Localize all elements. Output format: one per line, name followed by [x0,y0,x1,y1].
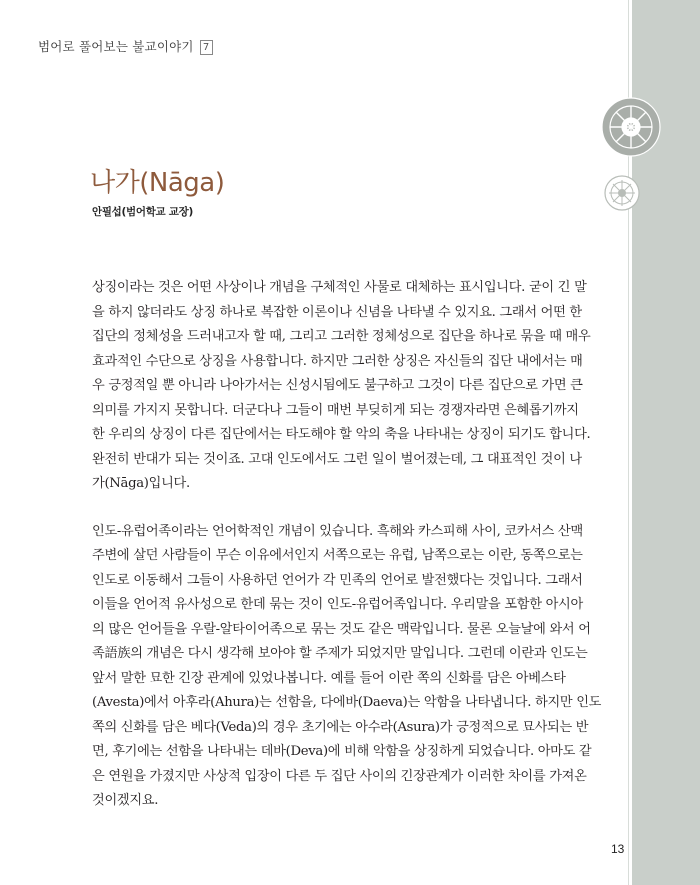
article-title: 나가(Nāga) [90,168,225,198]
text-line: 을 하지 않더라도 상징 하나로 복잡한 이론이나 신념을 나타낼 수 있지요. 그래서 어떤 한 [92,304,582,320]
text-line: 인도로 이동해서 그들이 사용하던 언어가 각 민족의 언어로 발전했다는 것입니다. 그래서 [92,572,583,588]
article-author: 안필섭(범어학교 교장) [92,206,193,218]
text-line: 집단의 정체성을 드러내고자 할 때, 그리고 그러한 정체성으로 집단을 하나로 묶을 때 매우 [92,329,591,344]
text-line: 한 우리의 상징이 다른 집단에서는 타도해야 할 악의 축을 나타내는 상징이 되기도 합니다. [92,427,591,442]
series-header [38,37,213,55]
page-number: 13 [611,842,625,856]
text-line: 의 많은 언어들을 우랄-알타이어족으로 묶는 것도 같은 맥락입니다. 물론 오늘날에 와서 어 [92,621,591,637]
text-line: 은 연원을 가졌지만 사상적 입장이 다른 두 집단 사이의 긴장관계가 이러한 차이를 가져온 [92,768,587,784]
text-line: 쪽의 신화를 담은 베다(Veda)의 경우 초기에는 아수라(Asura)가 긍정적으로 묘사되는 반 [92,719,589,735]
text-line: 면, 후기에는 선함을 나타내는 데바(Deva)에 비해 악함을 상징하게 되었습니다. 아마도 같 [92,744,592,759]
text-line: 가(Nāga)입니다. [92,476,190,491]
text-line: 우 긍정적일 뿐 아니라 나아가서는 신성시됨에도 불구하고 그것이 다른 집단으로 가면 큰 [92,378,583,393]
text-line: 의미를 가지지 못합니다. 더군다나 그들이 매번 부딪히게 되는 경쟁자라면 은혜롭기까지 [92,402,579,418]
text-line: 이들을 언어적 유사성으로 한데 묶는 것이 인도-유럽어족입니다. 우리말을 포함한 아시아 [92,597,583,612]
dharma-wheel-icon [600,96,662,158]
series-number-badge: 7 [200,40,213,55]
text-line: 앞서 말한 묘한 긴장 관계에 있었나봅니다. 예를 들어 이란 쪽의 신화를 담은 아베스타 [92,670,566,686]
paragraph [92,520,602,814]
text-line: 족語族의 개념은 다시 생각해 보아야 할 주제가 되었지만 말입니다. 그런데 이란과 인도는 [92,646,588,661]
text-line: 주변에 살던 사람들이 무슨 이유에서인지 서쪽으로는 유럽, 남쪽으로는 이란, 동쪽으로는 [92,548,583,563]
text-line: 것이겠지요. [92,793,159,808]
text-line: 인도-유럽어족이라는 언어학적인 개념이 있습니다. 흑해와 카스피해 사이, 코카서스 산맥 [92,523,583,539]
paragraph [92,276,589,497]
text-line: 상징이라는 것은 어떤 사상이나 개념을 구체적인 사물로 대체하는 표시입니다. 굳이 긴 말 [92,280,587,295]
dharma-wheel-icon [604,175,640,211]
text-line: (Avesta)에서 아후라(Ahura)는 선함을, 다에바(Daeva)는 악함을 나타냅니다. 하지만 인도 [92,695,602,710]
text-line: 완전히 반대가 되는 것이죠. 고대 인도에서도 그런 일이 벌어졌는데, 그 대표적인 것이 나 [92,451,582,467]
text-line: 효과적인 수단으로 상징을 사용합니다. 하지만 그러한 상징은 자신들의 집단 내에서는 매 [92,353,583,369]
article-body [92,276,602,837]
series-title: 범어로 풀어보는 불교이야기 [38,39,194,54]
